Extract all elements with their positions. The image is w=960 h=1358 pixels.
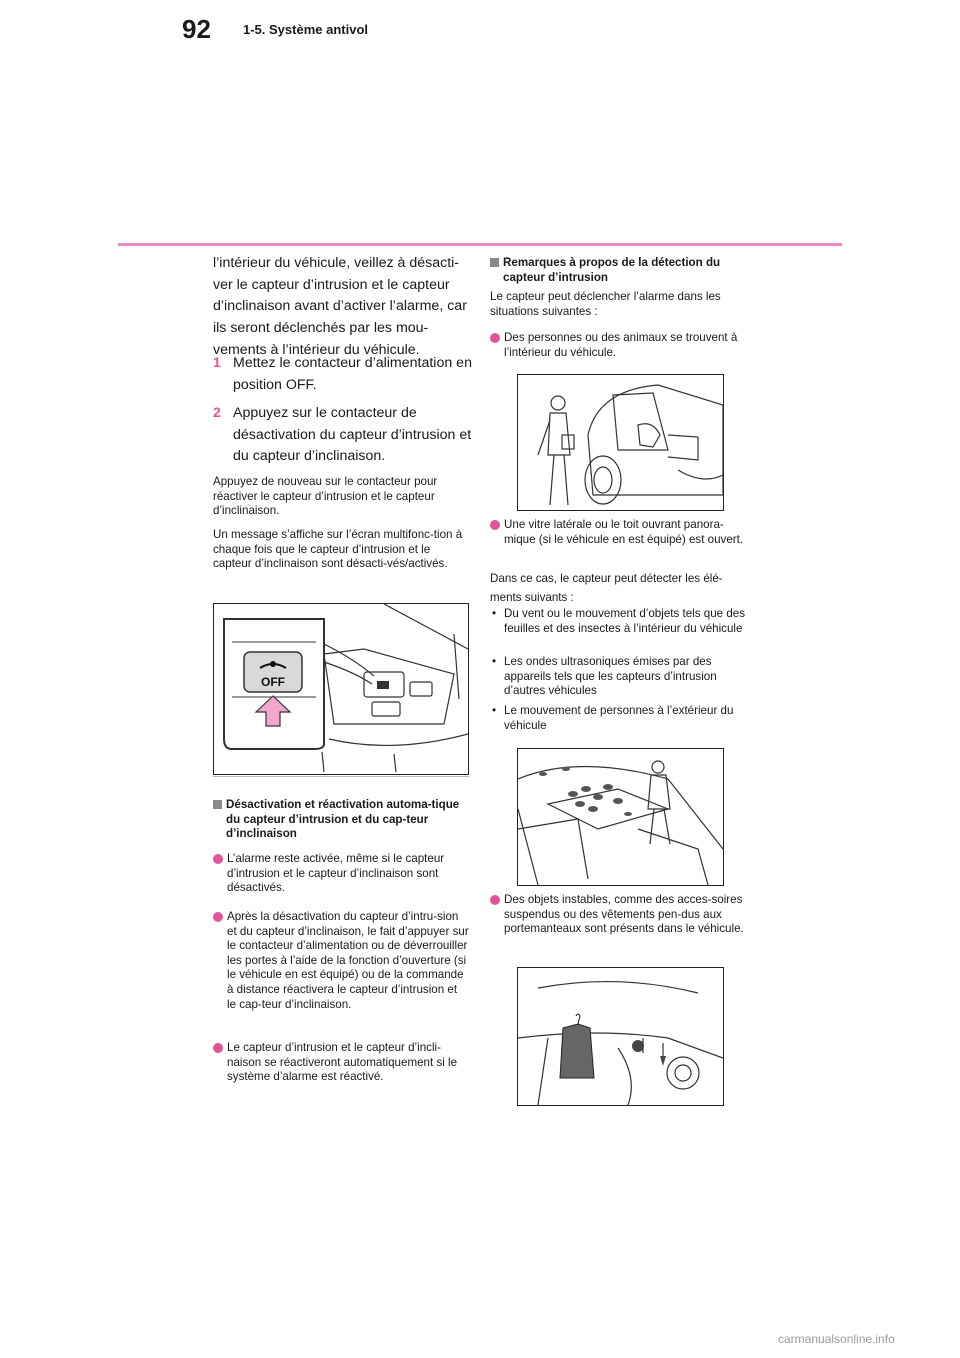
step-number: 2 (213, 405, 221, 421)
page-number: 92 (182, 14, 211, 44)
header-rule (118, 243, 842, 246)
hanging-clothes-illustration (518, 968, 723, 1105)
off-button-label: OFF (261, 675, 285, 689)
bullet-icon (213, 1043, 223, 1053)
list-item: • Le mouvement de personnes à l’extérieur du véhicule (492, 704, 734, 732)
figure-people-animals (517, 374, 724, 511)
list-item: • Les ondes ultrasoniques émises par des appareils tels que les capteurs d’intrusion d’autres véhicules (492, 655, 717, 698)
section-heading: Remarques à propos de la détection du capteur d’intrusion (490, 256, 748, 285)
list-item: Le capteur d’intrusion et le capteur d’incli-naison se réactiveront automatiquement si le système d’alarme est réactivé. (213, 1041, 469, 1085)
bullet-icon (490, 333, 500, 343)
paragraph: Le capteur peut déclencher l’alarme dans les situations suivantes : (490, 290, 721, 318)
figure-hanging-objects (517, 967, 724, 1106)
paragraph: Dans ce cas, le capteur peut détecter les élé-ments suivants : (490, 572, 723, 604)
figure-divider (213, 776, 469, 777)
intro-paragraph: l’intérieur du véhicule, veillez à désacti-ver le capteur d’intrusion et le capteur d’inclinaison avant d’activer l’alarme, car ils seront déclenchés par les mou-vements à l’intérieur du véhicule. (213, 255, 467, 358)
person-dog-car-illustration (518, 375, 723, 510)
section-heading: Désactivation et réactivation automa-tique du capteur d’intrusion et du cap-teur d’inclinaison (213, 798, 469, 842)
bullet-icon (213, 854, 223, 864)
paragraph: Un message s’affiche sur l’écran multifonc-tion à chaque fois que le capteur d’intrusion et le capteur d’inclinaison sont désacti-vés/activés. (213, 528, 463, 571)
step-number: 1 (213, 355, 221, 371)
list-item: L’alarme reste activée, même si le capteur d’intrusion et le capteur d’inclinaison sont désactivés. (213, 852, 469, 896)
dash-marker: • (492, 607, 497, 620)
overhead-console-illustration (214, 604, 468, 774)
step-2 (213, 403, 475, 468)
square-bullet-icon (213, 800, 222, 809)
step-text: Mettez le contacteur d’alimentation en position OFF. (233, 355, 472, 393)
section-title: 1-5. Système antivol (243, 22, 368, 37)
figure-sunroof-leaves (517, 748, 724, 886)
bullet-icon (490, 520, 500, 530)
step-1 (213, 353, 475, 396)
paragraph: Appuyez de nouveau sur le contacteur pour réactiver le capteur d’intrusion et le capteur d’inclinaison. (213, 475, 438, 518)
list-item: Des personnes ou des animaux se trouvent à l’intérieur du véhicule. (490, 331, 748, 360)
square-bullet-icon (490, 258, 499, 267)
bullet-icon (213, 912, 223, 922)
watermark: carmanualsonline.info (778, 1332, 895, 1346)
dash-marker: • (492, 704, 497, 717)
list-item: Après la désactivation du capteur d’intru-sion et du capteur d’inclinaison, le fait d’appuyer sur le contacteur d’alimentation ou de déverrouiller les portes à l’aide de la fonction d’ouverture (si le véhicule en est équipé) ou de la commande à distance réactivera le capteur d’intrusion et le cap-teur d’inclinaison. (213, 910, 469, 1012)
figure-overhead-switch (213, 603, 469, 775)
bullet-icon (490, 895, 500, 905)
list-item: Une vitre latérale ou le toit ouvrant panora-mique (si le véhicule en est équipé) est ouvert. (490, 518, 748, 547)
list-item: Des objets instables, comme des acces-soires suspendus ou des vêtements pen-dus aux portemanteaux sont présents dans le véhicule. (490, 893, 748, 937)
sunroof-leaves-illustration (518, 749, 723, 885)
list-item: • Du vent ou le mouvement d’objets tels que des feuilles et des insectes à l’intérieur du véhicule (492, 607, 746, 635)
dash-marker: • (492, 655, 497, 668)
step-text: Appuyez sur le contacteur de désactivation du capteur d’intrusion et du capteur d’inclinaison. (233, 405, 472, 465)
